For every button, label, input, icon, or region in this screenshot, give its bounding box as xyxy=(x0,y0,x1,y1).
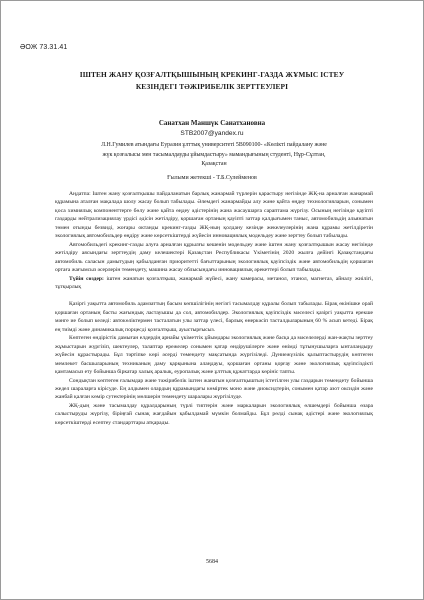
page-number: 5684 xyxy=(206,559,218,565)
keywords-text: іштен жанатын қозғалтқыш, жанармай жүйесі, жану камерасы, метанол, этанол, магнетаз, айналу жиілігі, тұтқырлық xyxy=(55,275,374,290)
body-paragraph: ЖҚ-дың және тасымалдау құралдарының түрлі типтерін және маркаларын экологиялық өлшемдері бойынша өзара салыстыруды жүргізу, біріңғай сынақ жағдайын қабылдамай мүмкін болмайды. Бұл рөлді сынақ әдістері және экологиялық көрсеткіштерді есептеу стандарттары атқарады. xyxy=(55,402,373,426)
paper-title xyxy=(21,69,403,93)
supervisor: Ғылыми жетекші - Т.Б.Сулейменов xyxy=(167,175,257,181)
title-line-2: КЕЗІНДЕГІ ТӘЖІРИБЕЛІК ЗЕРТТЕУЛЕРІ xyxy=(135,82,289,91)
body-paragraph: Қазіргі уақытта автомобиль адамзаттың басым көпшілігінің негізгі тасымалдау құралы болып табылады. Бірақ өкінішке орай қоршаған ортаның басты жағындық ластауышы да сол, автомобилдер. Экологиялық қауіпсіздік мәселесі қазіргі уақытта ерекше мәнге ие болып келеді: автокөліктермен тасталатын улы заттар үлесі, барлық өнеркәсіп тасталдыларының 60 % асып кетеді. Бірақ ең тиімді және динамикалық порцесді қозғалтқыш, ауыстырғысыз. xyxy=(55,301,373,333)
affiliation-line-1: Л.Н.Гумилев атындағы Еуразия ұлттық университеті 5В090100- «Көлікті пайдалану және xyxy=(101,142,327,148)
abstract-paragraph: Аңдатпа: Іштен жану қозғалтқышы пайдаланатын барлық жанармай түрлерін қарастыру негізінде ЖҚ-на арналған жанармай құрамына аталған мақалада шолу жасау болып табылады. Әлемдегі жанармайды алу және қайта өңдеу технологияларын, сонымен қоса химиялық компоненттерге бөлу және қайта өңдеу әдістерінің жана жасаушарға сараптама жүргізу. Осының негізінде қауіпті газдарды нейтрализациялау үрдісі әдісін жетілдіру, қоршаған ортаның қауіпті заттар қалдығымен таныс, автомобильдің альянатын төмен отынды безвиді, жоғары октанды крекинг-газды ЖҚ-ның қолдану кезінде жекелеулерінің жана құрамы жетілдіретін экологиялық автомобильдер өңдіру және көрсеткіштерді жүйесін инновациялық модельдеу және зерттеу болып табылады. xyxy=(55,191,373,240)
body-paragraph: Көптеген өндірістік дамыған елдердің арнайы үкіметтік ұйымдары экологиялық және басқа да мәселелерді жан-жақты зерттеу жұмыстарын жүргізіп, шектеулер, талаптар ережелер сонымен қатар өндірушілерге және өнімді тұтынушыларға ынталандыру жүйесін құрастырады. Бұл тәртіпке көрі әсерді төмендету мақсатында жүргізіледі. Дүниежүзілік қалыптастырудің көптеген мемлекет басшыларының техниканың даму қарқынына алаңдауы, қоршаған ортаны қорғау және экологиялық қауіпсіздікті қамтамасыз ету бойынша біркатар халық аралық, еуропалық және ұлттық құжаттарда көрініс тапты. xyxy=(55,335,373,376)
keywords xyxy=(55,275,373,292)
body-paragraph: Сондықтан көптеген ғалымдар және тәжірибелік іштен жанатын қозғалтқыштың істетілген улы газдарын төмендету бойынша жедел шараларға кірісуде. Ең алдымен олардың құрамындағы көміртек моно және диоксидтерін, сонымен қатар азот оксидін және жанбай қалған көмір сутектерінің мөлшерін төмендету шаралары жүргізілуде. xyxy=(55,377,373,401)
title-line-1: ІШТЕН ЖАНУ ҚОЗҒАЛТҚЫШЫНЫҢ КРЕКИНГ-ГАЗДА ЖҰМЫС ІСТЕУ xyxy=(79,70,345,79)
affiliation-line-2: жүк қозғалысы мен тасымалдауды ұйымдастыру» мамандығының студенті, Нұр-Сұлтан, xyxy=(102,151,326,158)
affiliation-line-3: Қазақстан xyxy=(201,161,227,168)
author-email: STB2007@yandex.ru xyxy=(180,130,244,137)
paper-body xyxy=(55,190,373,427)
udk-code: ӘОЖ 73.31.41 xyxy=(20,44,68,51)
abstract-paragraph: Автомобильдегі крекинг-газды алуға арналған құрылғы кешенін модельдеу және іштен жану қозғалтқышын жасау негізінде жетілдіру аясындағы зерттеудің даму келешектері Қазақстан Республикасы Үкіметінің 2020 жылға дейінгі Қазақстандағы автомобиль саласын дамытудың қабылданған приоритетті бағыттарының экологиялық қауіпсіздік және автомобильдің қоршаған ортаға жағымсыз әсерлерін төмендету, машина жасау облысындағы инновациялық әрекеттері болып табылады. xyxy=(55,241,373,274)
author-affiliation xyxy=(73,141,355,170)
keywords-label: Түйін сөздер: xyxy=(69,275,104,282)
author-name: Санатхан Маншүк Санатхановна xyxy=(158,119,266,127)
